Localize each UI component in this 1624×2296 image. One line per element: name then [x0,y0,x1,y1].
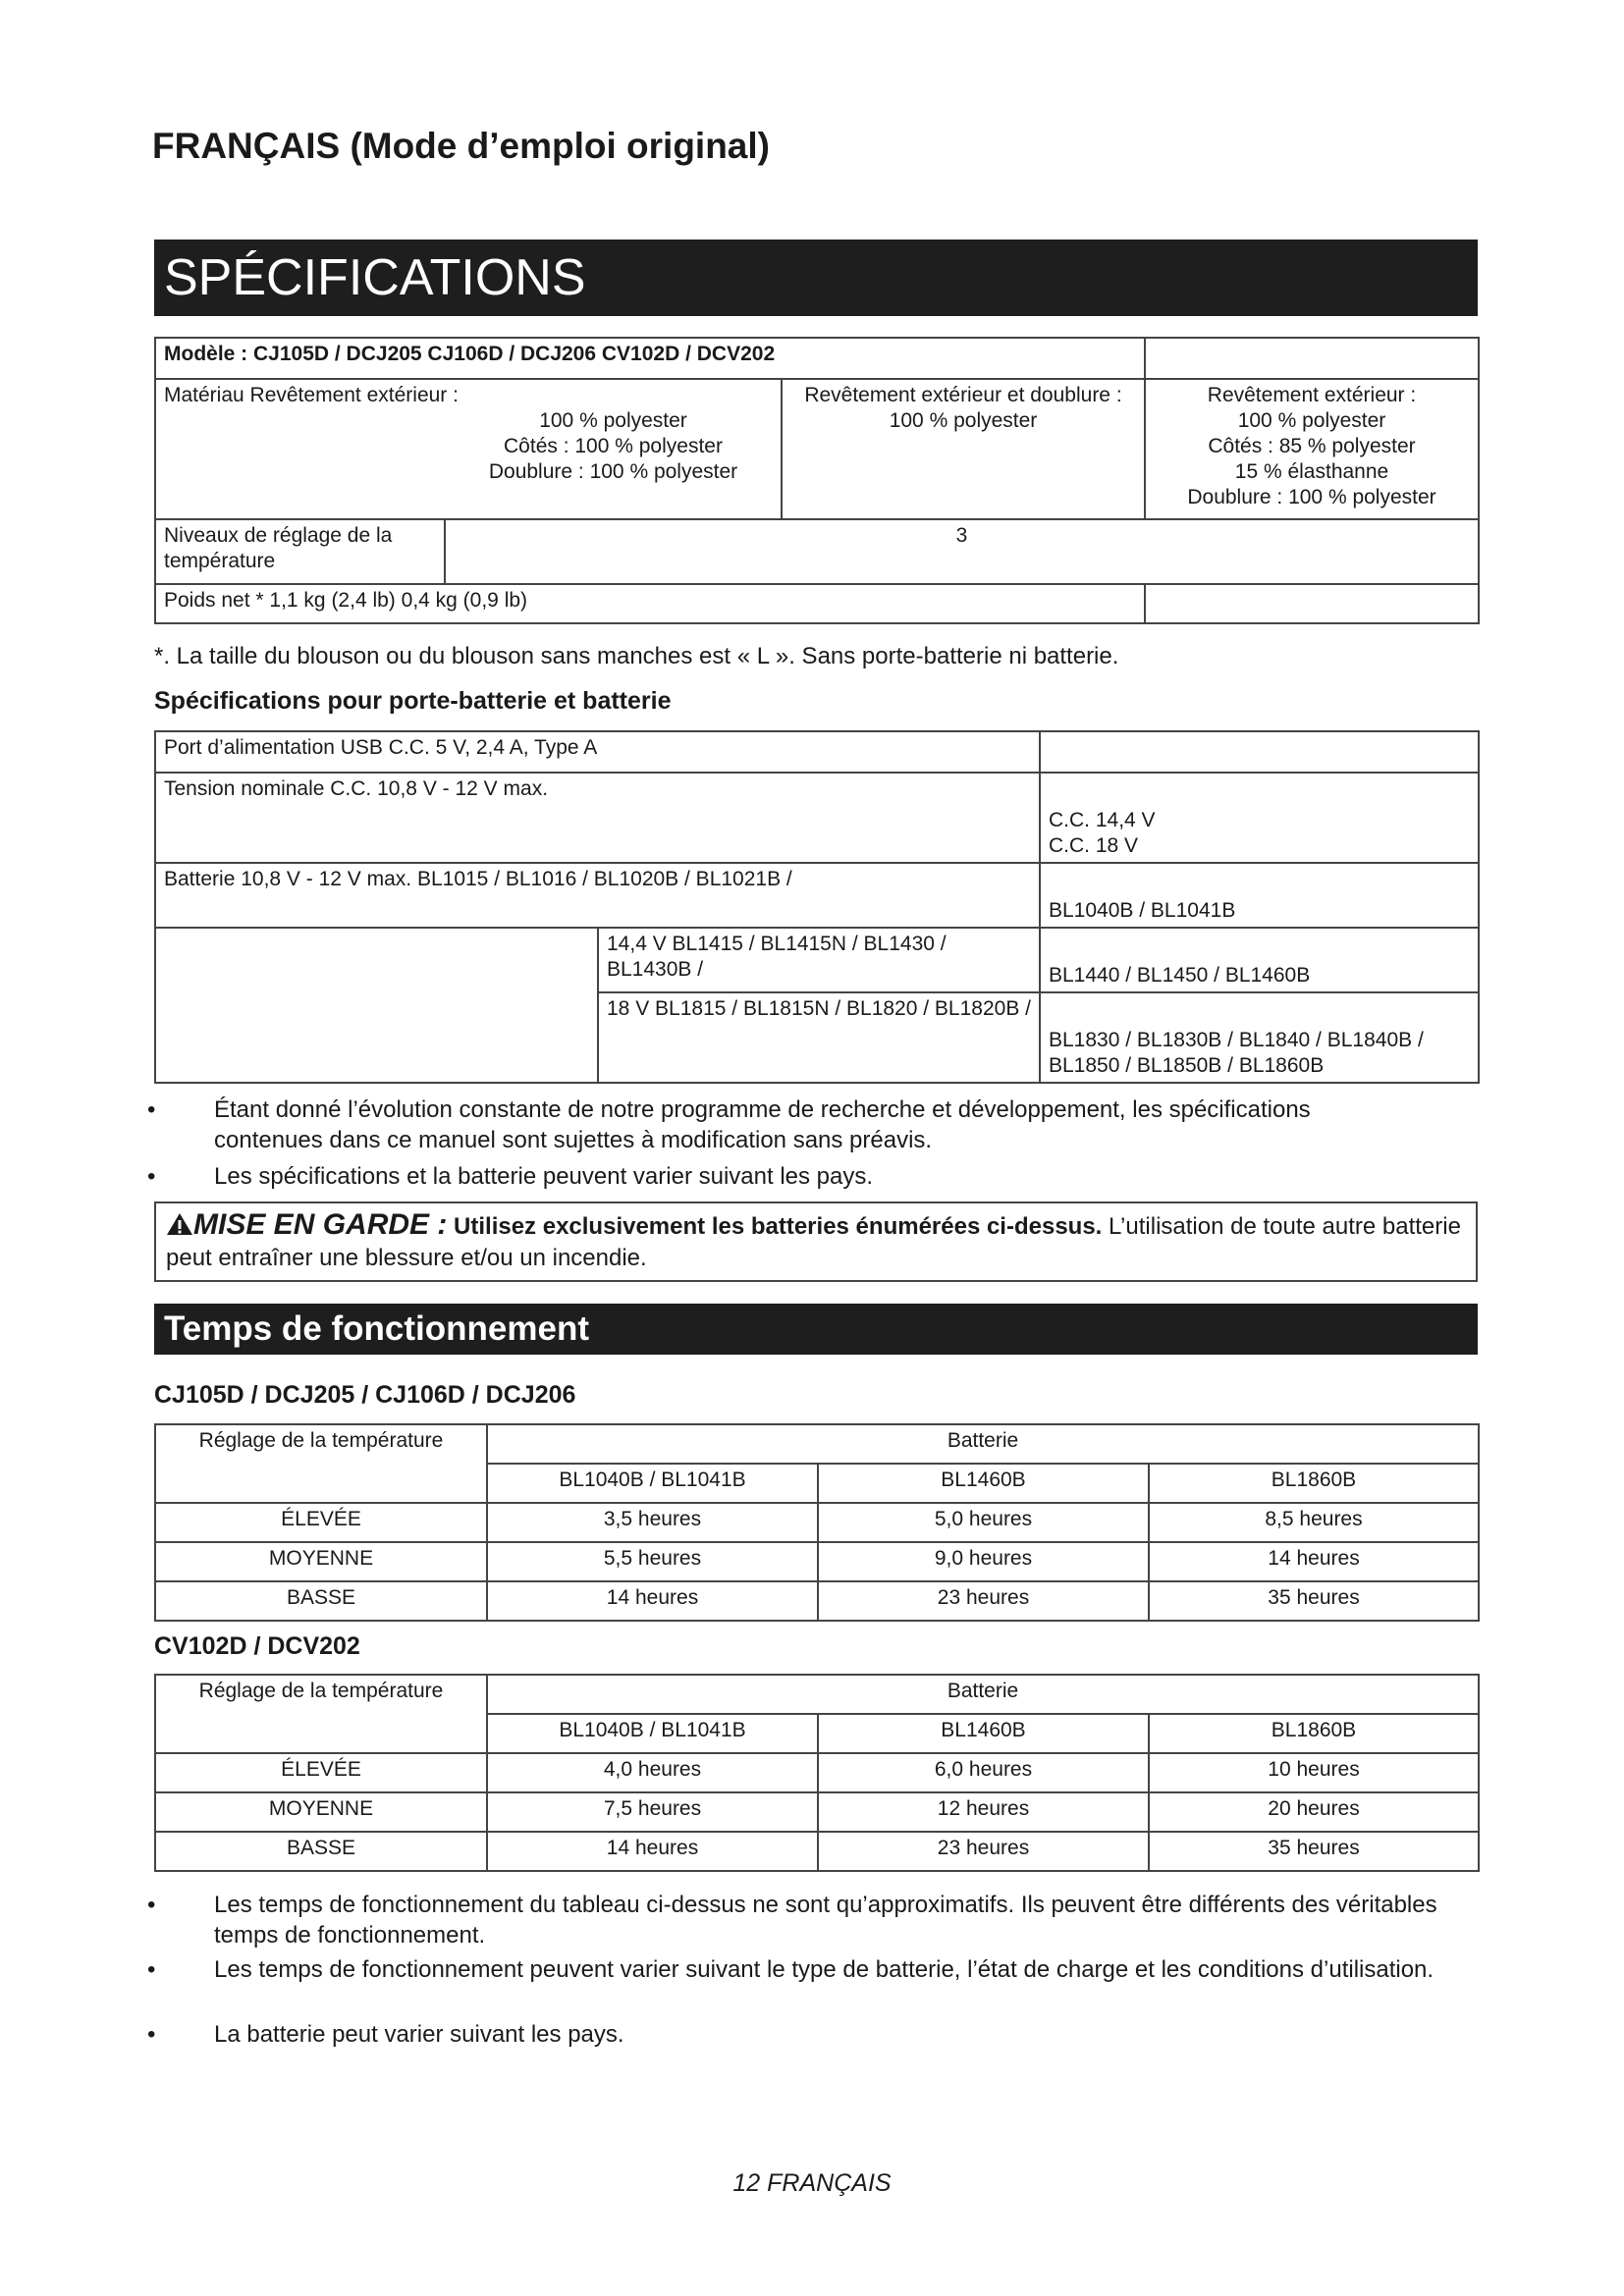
setting-cell: MOYENNE [155,1792,487,1832]
voltage-right [1040,773,1479,863]
usb-row-empty-cell [1040,731,1479,773]
value-cell: 20 heures [1149,1792,1479,1832]
list-item [147,1161,1473,1192]
material-col3-line: Côtés : 85 % polyester [1208,435,1416,457]
warning-text: L’utilisation de toute autre batterie peut entraîner une blessure et/ou un incendie. [166,1213,1461,1271]
value-cell: 6,0 heures [818,1753,1149,1792]
warning-triangle-icon [166,1212,193,1236]
model-row-empty-cell [1145,338,1479,379]
value-cell: 14 heures [487,1581,818,1621]
material-cell [155,379,782,519]
battery-specs-title: Spécifications pour porte-batterie et batterie [154,687,672,715]
table-row [155,1753,1479,1792]
material-col3-line: Doublure : 100 % polyester [1187,486,1436,508]
warning-box [154,1201,1478,1282]
operating-time-table [154,1674,1480,1872]
battery-header: Batterie [487,1424,1479,1464]
material-col1-line: 100 % polyester [539,409,687,432]
note-text: Les temps de fonctionnement peuvent varier suivant le type de batterie, l’état de charge et les conditions d’utilisation. [214,1956,1435,1983]
value-cell: 10 heures [1149,1753,1479,1792]
material-col3-line: 15 % élasthanne [1234,460,1389,483]
material-col3 [1145,379,1479,519]
value-cell: 8,5 heures [1149,1503,1479,1542]
battery-row-label: Batterie 10,8 V - 12 V max. BL1015 / BL1016 / BL1020B / BL1021B / [155,863,1040,928]
material-col3-line: 100 % polyester [1237,409,1386,432]
value-cell: 3,5 heures [487,1503,818,1542]
temp-setting-header: Réglage de la température [155,1424,487,1503]
material-col2 [782,379,1145,519]
material-col1-line: Doublure : 100 % polyester [488,460,738,483]
model-row-label: Modèle : CJ105D / DCJ205 CJ106D / DCJ206 CV102D / DCV202 [155,338,1145,379]
battery-row-mid-2: 14,4 V BL1415 / BL1415N / BL1430 / BL1430B / [598,928,1040,992]
bullet-icon: • [147,1892,156,1918]
value-cell: 5,0 heures [818,1503,1149,1542]
setting-cell: BASSE [155,1581,487,1621]
bullet-icon: • [147,1956,156,1983]
table-row [155,1832,1479,1871]
specifications-table [154,337,1480,624]
setting-cell: ÉLEVÉE [155,1503,487,1542]
battery-column-header: BL1860B [1149,1714,1479,1753]
battery-column-header: BL1040B / BL1041B [487,1464,818,1503]
list-item [147,2019,1473,2050]
battery-row-right-3 [1040,992,1479,1083]
table-heading: CJ105D / DCJ205 / CJ106D / DCJ206 [154,1381,576,1409]
battery-row-right-2: BL1440 / BL1450 / BL1460B [1040,928,1479,992]
battery-column-header: BL1460B [818,1714,1149,1753]
operating-time-banner: Temps de fonctionnement [154,1304,1478,1355]
value-cell: 4,0 heures [487,1753,818,1792]
specifications-footnote: *. La taille du blouson ou du blouson sans manches est « L ». Sans porte-batterie ni batterie. [154,643,1119,669]
value-cell: 23 heures [818,1832,1149,1871]
value-cell: 35 heures [1149,1581,1479,1621]
voltage-value: C.C. 14,4 V [1049,809,1156,831]
value-cell: 14 heures [487,1832,818,1871]
bullet-icon: • [147,1096,156,1123]
weight-row-empty-cell [1145,584,1479,623]
value-cell: 5,5 heures [487,1542,818,1581]
value-cell: 12 heures [818,1792,1149,1832]
material-col3-line: Revêtement extérieur : [1207,384,1417,406]
bullet-icon: • [147,2021,156,2048]
note-text: Les spécifications et la batterie peuvent varier suivant les pays. [214,1163,874,1190]
list-item [147,1890,1473,1950]
battery-column-header: BL1860B [1149,1464,1479,1503]
weight-row-label: Poids net * 1,1 kg (2,4 lb) 0,4 kg (0,9 lb) [155,584,1145,623]
temp-levels-label: Niveaux de réglage de la température [155,519,445,584]
value-cell: 23 heures [818,1581,1149,1621]
temp-setting-header: Réglage de la température [155,1675,487,1753]
table-row [155,1792,1479,1832]
note-text: Les temps de fonctionnement du tableau ci-dessus ne sont qu’approximatifs. Ils peuvent être différents des véritables temps de fonctionnement. [214,1892,1437,1949]
setting-cell: BASSE [155,1832,487,1871]
page-footer: 12 FRANÇAIS [732,2169,892,2197]
battery-row-mid-3: 18 V BL1815 / BL1815N / BL1820 / BL1820B / [598,992,1040,1083]
battery-row-blank [155,928,598,1083]
voltage-label: Tension nominale C.C. 10,8 V - 12 V max. [155,773,1040,863]
battery-row-right-1: BL1040B / BL1041B [1040,863,1479,928]
material-label: Matériau Revêtement extérieur : [164,384,459,406]
warning-bold-text: Utilisez exclusivement les batteries énumérées ci-dessus. [454,1213,1103,1240]
battery-specs-table [154,730,1480,1084]
voltage-value: C.C. 18 V [1049,834,1139,857]
material-col2-line: 100 % polyester [889,409,1038,432]
temp-levels-value: 3 [445,519,1479,584]
table-row [155,1503,1479,1542]
warning-title: MISE EN GARDE : [193,1208,448,1241]
battery-model-line: BL1850 / BL1850B / BL1860B [1049,1054,1325,1077]
value-cell: 14 heures [1149,1542,1479,1581]
page-language-title: FRANÇAIS (Mode d’emploi original) [152,126,770,166]
setting-cell: MOYENNE [155,1542,487,1581]
operating-time-table [154,1423,1480,1622]
specifications-banner: SPÉCIFICATIONS [154,240,1478,316]
note-text: La batterie peut varier suivant les pays. [214,2021,624,2048]
table-row [155,1581,1479,1621]
material-col2-line: Revêtement extérieur et doublure : [804,384,1122,406]
battery-column-header: BL1040B / BL1041B [487,1714,818,1753]
list-item [147,1954,1473,1985]
table-row [155,1542,1479,1581]
material-col1-line: Côtés : 100 % polyester [504,435,723,457]
value-cell: 7,5 heures [487,1792,818,1832]
table-heading: CV102D / DCV202 [154,1632,360,1660]
battery-model-line: BL1830 / BL1830B / BL1840 / BL1840B / [1049,1029,1424,1051]
bullet-icon: • [147,1163,156,1190]
list-item [147,1095,1473,1155]
battery-column-header: BL1460B [818,1464,1149,1503]
battery-header: Batterie [487,1675,1479,1714]
usb-port-row: Port d’alimentation USB C.C. 5 V, 2,4 A, Type A [155,731,1040,773]
value-cell: 9,0 heures [818,1542,1149,1581]
setting-cell: ÉLEVÉE [155,1753,487,1792]
value-cell: 35 heures [1149,1832,1479,1871]
note-text: Étant donné l’évolution constante de notre programme de recherche et développement, les spécifications contenues dans ce manuel sont sujettes à modification sans préavis. [214,1096,1311,1153]
